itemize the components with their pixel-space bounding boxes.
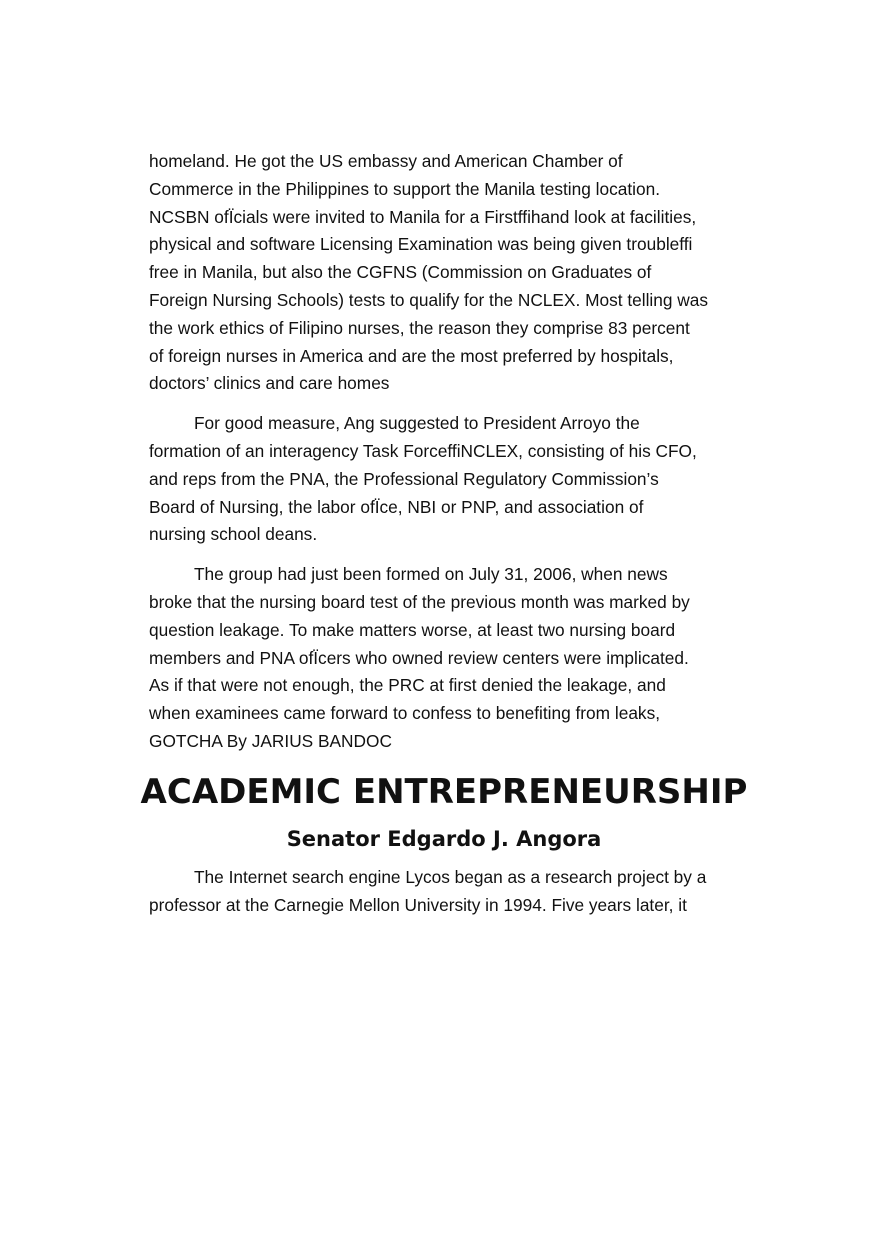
text-line: The Internet search engine Lycos began as a research project by a [194,866,707,887]
text-line: doctors’ clinics and care homes [149,373,390,394]
text-line: As if that were not enough, the PRC at first denied the leakage, and [149,675,666,696]
paragraph-2 [149,410,739,549]
text-line: physical and software Licensing Examination was being given troubleffi [149,234,693,255]
text-line: when examinees came forward to confess to benefiting from leaks, [149,703,661,724]
text-line: question leakage. To make matters worse, at least two nursing board [149,619,676,640]
text-line: For good measure, Ang suggested to President Arroyo the [194,413,640,434]
text-line: professor at the Carnegie Mellon University in 1994. Five years later, it [149,894,687,915]
text-line: GOTCHA By JARIUS BANDOC [149,730,392,751]
article-title: ACADEMIC ENTREPRENEURSHIP [140,771,748,812]
text-line: NCSBN ofÏcials were invited to Manila for a Firstffihand look at facilities, [149,206,697,227]
text-line: Foreign Nursing Schools) tests to qualify for the NCLEX. Most telling was [149,289,708,310]
text-line: of foreign nurses in America and are the most preferred by hospitals, [149,345,674,366]
text-line: and reps from the PNA, the Professional Regulatory Commission’s [149,468,659,489]
text-line: formation of an interagency Task ForceffiNCLEX, consisting of his CFO, [149,440,697,461]
text-line: The group had just been formed on July 31, 2006, when news [194,564,668,585]
text-line: Commerce in the Philippines to support the Manila testing location. [149,178,661,199]
text-line: nursing school deans. [149,524,318,545]
paragraph-1 [149,148,739,398]
paragraph-3 [149,561,739,756]
text-line: members and PNA ofÏcers who owned review centers were implicated. [149,647,689,668]
article-author: Senator Edgardo J. Angora [286,826,602,851]
text-line: Board of Nursing, the labor ofÏce, NBI or PNP, and association of [149,496,644,517]
article-intro-paragraph [149,864,739,920]
document-body [140,148,748,931]
text-line: broke that the nursing board test of the previous month was marked by [149,591,690,612]
text-line: free in Manila, but also the CGFNS (Commission on Graduates of [149,262,652,283]
text-line: homeland. He got the US embassy and American Chamber of [149,151,623,171]
text-line: the work ethics of Filipino nurses, the reason they comprise 83 percent [149,317,690,338]
